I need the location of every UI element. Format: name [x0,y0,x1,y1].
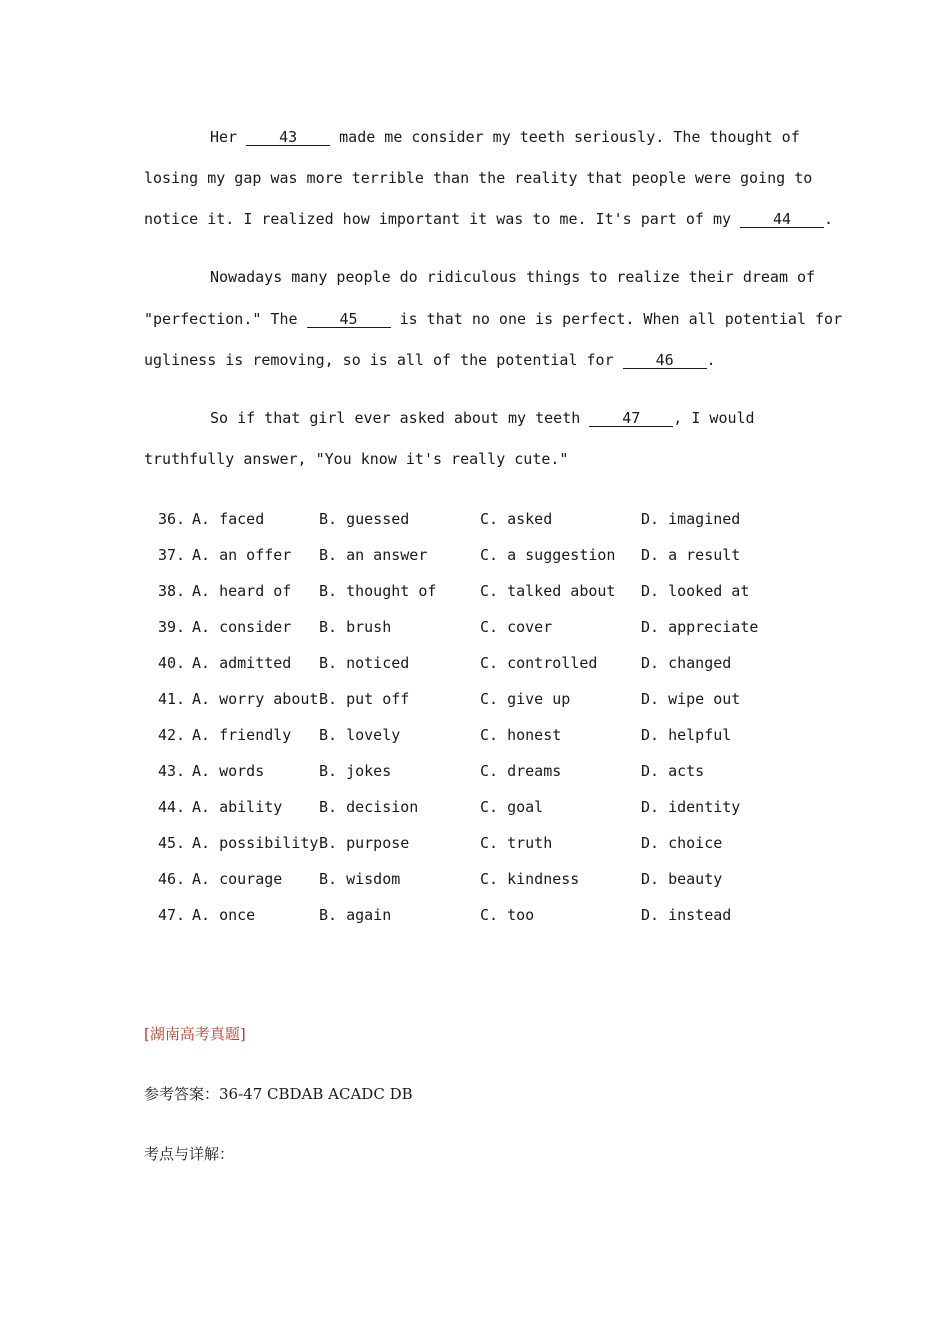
option-c[interactable]: C. kindness [480,870,580,888]
passage-line: "perfection." The 45 is that no one is perfect. When all potential for [144,310,843,328]
option-c[interactable]: C. honest [480,726,562,744]
option-b[interactable]: B. wisdom [319,870,401,888]
option-c[interactable]: C. give up [480,690,571,708]
answer-key: 参考答案：36-47 CBDAB ACADC DB [144,1085,413,1103]
option-c[interactable]: C. too [480,906,535,924]
question-number: 46. [158,870,186,888]
option-a[interactable]: A. once [192,906,256,924]
option-a[interactable]: A. faced [192,510,265,528]
option-b[interactable]: B. decision [319,798,419,816]
option-d[interactable]: D. choice [641,834,723,852]
passage-line: Her 43 made me consider my teeth seriously. The thought of [210,128,800,146]
option-a[interactable]: A. heard of [192,582,292,600]
option-b[interactable]: B. an answer [319,546,428,564]
question-number: 41. [158,690,186,708]
passage-line: ugliness is removing, so is all of the potential for 46 . [144,351,716,369]
option-d[interactable]: D. identity [641,798,741,816]
option-b[interactable]: B. brush [319,618,392,636]
option-d[interactable]: D. beauty [641,870,723,888]
passage-line: truthfully answer, "You know it's really cute." [144,450,569,468]
blank-44[interactable]: 44 [740,212,824,228]
option-b[interactable]: B. again [319,906,392,924]
option-d[interactable]: D. wipe out [641,690,741,708]
passage-line: Nowadays many people do ridiculous things to realize their dream of [210,268,816,286]
question-number: 43. [158,762,186,780]
passage-line: So if that girl ever asked about my teeth 47 , I would [210,409,755,427]
question-number: 39. [158,618,186,636]
question-number: 40. [158,654,186,672]
source-label: [湖南高考真题] [144,1025,246,1043]
question-number: 37. [158,546,186,564]
question-number: 44. [158,798,186,816]
option-a[interactable]: A. words [192,762,265,780]
option-c[interactable]: C. truth [480,834,553,852]
option-d[interactable]: D. looked at [641,582,750,600]
option-a[interactable]: A. consider [192,618,292,636]
option-d[interactable]: D. appreciate [641,618,759,636]
option-a[interactable]: A. friendly [192,726,292,744]
option-d[interactable]: D. imagined [641,510,741,528]
option-c[interactable]: C. asked [480,510,553,528]
option-d[interactable]: D. changed [641,654,732,672]
blank-43[interactable]: 43 [246,130,330,146]
option-c[interactable]: C. a suggestion [480,546,616,564]
question-number: 45. [158,834,186,852]
option-c[interactable]: C. talked about [480,582,616,600]
question-number: 38. [158,582,186,600]
question-number: 42. [158,726,186,744]
option-b[interactable]: B. put off [319,690,410,708]
option-c[interactable]: C. dreams [480,762,562,780]
blank-45[interactable]: 45 [307,312,391,328]
option-c[interactable]: C. cover [480,618,553,636]
question-number: 47. [158,906,186,924]
option-d[interactable]: D. acts [641,762,705,780]
option-b[interactable]: B. purpose [319,834,410,852]
option-a[interactable]: A. possibility [192,834,319,852]
option-d[interactable]: D. a result [641,546,741,564]
option-b[interactable]: B. guessed [319,510,410,528]
option-b[interactable]: B. lovely [319,726,401,744]
passage-line: notice it. I realized how important it was to me. It's part of my 44 . [144,210,834,228]
option-d[interactable]: D. helpful [641,726,732,744]
option-b[interactable]: B. noticed [319,654,410,672]
passage-line: losing my gap was more terrible than the reality that people were going to [144,169,813,187]
option-a[interactable]: A. courage [192,870,283,888]
blank-46[interactable]: 46 [623,353,707,369]
option-b[interactable]: B. jokes [319,762,392,780]
option-a[interactable]: A. ability [192,798,283,816]
option-b[interactable]: B. thought of [319,582,437,600]
explanation-heading: 考点与详解： [144,1145,235,1163]
option-a[interactable]: A. an offer [192,546,292,564]
option-d[interactable]: D. instead [641,906,732,924]
option-c[interactable]: C. goal [480,798,544,816]
blank-47[interactable]: 47 [589,411,673,427]
option-a[interactable]: A. worry about [192,690,319,708]
option-a[interactable]: A. admitted [192,654,292,672]
question-number: 36. [158,510,186,528]
option-c[interactable]: C. controlled [480,654,598,672]
